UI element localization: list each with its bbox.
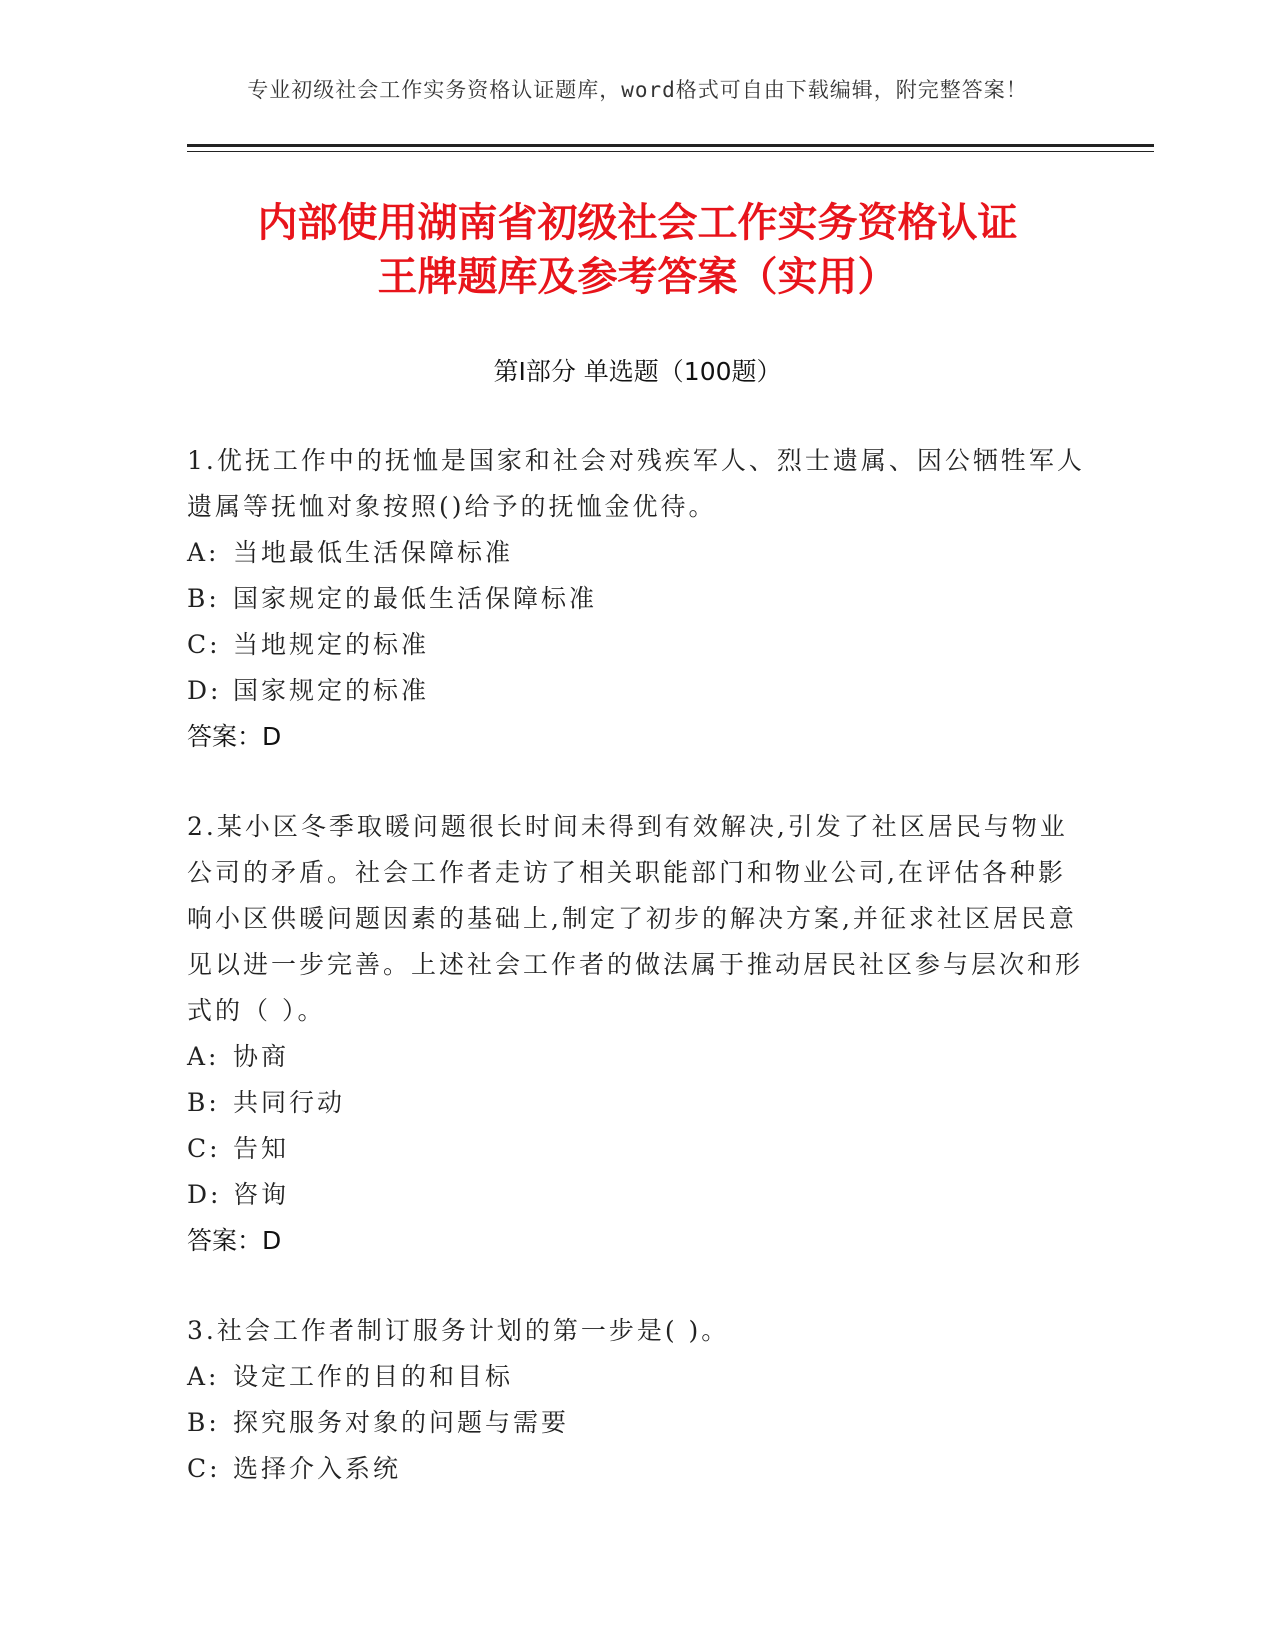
question-2 — [187, 804, 1087, 1264]
option-text: 国家规定的最低生活保障标准 — [233, 584, 598, 613]
option-c — [187, 1126, 1087, 1172]
option-text: 选择介入系统 — [233, 1454, 402, 1483]
option-a — [187, 1354, 1087, 1400]
option-key: D: — [187, 1180, 222, 1209]
option-text: 设定工作的目的和目标 — [233, 1362, 514, 1391]
question-3 — [187, 1308, 1087, 1492]
option-text: 国家规定的标准 — [233, 676, 430, 705]
question-stem: 2.某小区冬季取暖问题很长时间未得到有效解决,引发了社区居民与物业公司的矛盾。社会工作者走访了相关职能部门和物业公司,在评估各种影响小区供暖问题因素的基础上,制定了初步的解决方案,并征求社区居民意见以进一步完善。上述社会工作者的做法属于推动居民社区参与层次和形式的（ ）。 — [187, 812, 1084, 1025]
option-d — [187, 668, 1087, 714]
option-text: 共同行动 — [233, 1088, 346, 1117]
document-title — [150, 196, 1125, 304]
option-text: 咨询 — [233, 1180, 290, 1209]
option-c — [187, 622, 1087, 668]
option-text: 当地最低生活保障标准 — [233, 538, 514, 567]
answer-line: 答案：D — [187, 1226, 282, 1255]
option-text: 告知 — [233, 1134, 290, 1163]
document-title-line-1: 内部使用湖南省初级社会工作实务资格认证 — [257, 200, 1018, 246]
option-key: D: — [187, 676, 222, 705]
option-b — [187, 576, 1087, 622]
option-key: C: — [187, 1134, 221, 1163]
question-1 — [187, 438, 1087, 760]
option-key: B: — [187, 1088, 220, 1117]
option-b — [187, 1400, 1087, 1446]
option-b — [187, 1080, 1087, 1126]
option-text: 协商 — [233, 1042, 290, 1071]
option-a — [187, 530, 1087, 576]
question-list — [187, 438, 1087, 1536]
option-text: 当地规定的标准 — [233, 630, 430, 659]
option-c — [187, 1446, 1087, 1492]
option-key: A: — [187, 1042, 220, 1071]
option-key: A: — [187, 538, 220, 567]
question-stem: 3.社会工作者制订服务计划的第一步是( )。 — [187, 1316, 730, 1345]
option-text: 探究服务对象的问题与需要 — [233, 1408, 570, 1437]
option-d — [187, 1172, 1087, 1218]
option-key: C: — [187, 630, 221, 659]
question-stem: 1.优抚工作中的抚恤是国家和社会对残疾军人、烈士遗属、因公牺牲军人遗属等抚恤对象按照()给予的抚恤金优待。 — [187, 446, 1085, 521]
answer-line: 答案：D — [187, 722, 282, 751]
header-rule-thick — [187, 144, 1154, 147]
header-rule-thin — [187, 151, 1154, 152]
option-key: C: — [187, 1454, 221, 1483]
document-title-line-2: 王牌题库及参考答案（实用） — [377, 254, 898, 300]
option-a — [187, 1034, 1087, 1080]
header-note: 专业初级社会工作实务资格认证题库，word格式可自由下载编辑，附完整答案！ — [247, 78, 1028, 102]
option-key: B: — [187, 1408, 220, 1437]
option-key: B: — [187, 584, 220, 613]
option-key: A: — [187, 1362, 220, 1391]
section-title: 第Ⅰ部分 单选题（100题） — [493, 357, 782, 386]
